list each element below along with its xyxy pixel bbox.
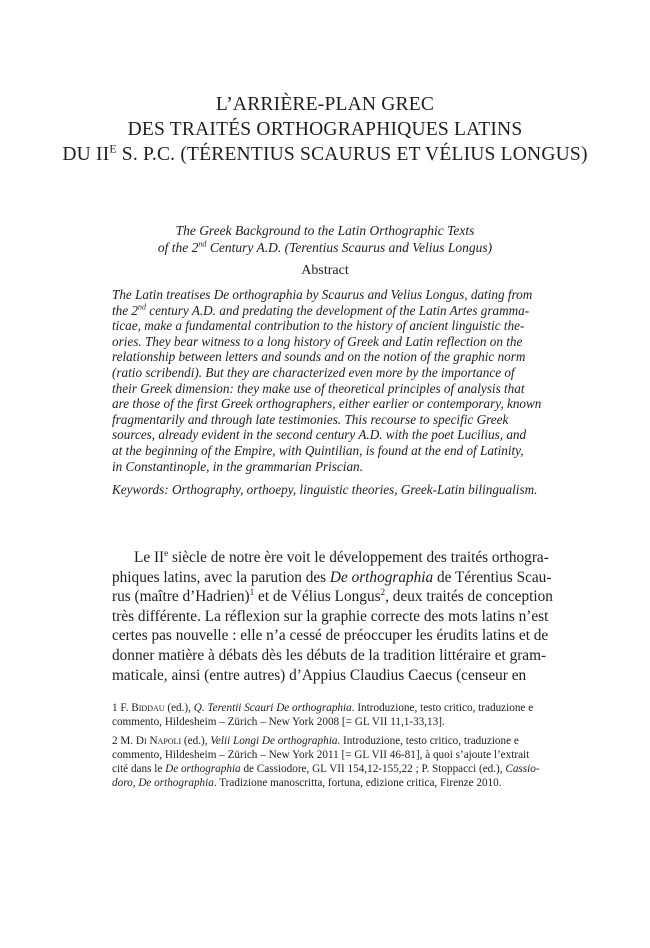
article-title xyxy=(60,92,590,167)
footnote-2: 2 M. Di Napoli (ed.), Velii Longi De orthographia. Introduzione, testo critico, traduzione e commento, Hildesheim – Zürich – New York 2011 [= GL VII 46-81], à quoi s’ajoute l’extrait cité dans le De orthographia de Cassiodore, GL VII 154,12-155,22 ; P. Stoppacci (ed.), Cassio- doro, De orthographia. Tradizione manoscritta, fortuna, edizione critica, Firenze 2010. xyxy=(112,734,540,790)
footnote-ref[interactable]: 2 xyxy=(380,587,386,598)
english-title xyxy=(90,222,560,256)
keywords: Keywords: Orthography, orthoepy, linguistic theories, Greek-Latin bilingualism. xyxy=(112,482,538,497)
subtitle-line: The Greek Background to the Latin Orthographic Texts xyxy=(175,223,475,238)
footnote-ref[interactable]: 1 xyxy=(249,587,255,598)
title-line: DU $II^E$ S. P.C. (TÉRENTIUS SCAURUS ET VÉLIUS LONGUS) xyxy=(62,142,588,165)
title-line: DES TRAITÉS ORTHOGRAPHIQUES LATINS xyxy=(127,119,523,140)
abstract-heading: Abstract xyxy=(301,263,349,278)
footnotes xyxy=(112,701,544,791)
body-paragraph: Le IIe siècle de notre ère voit le développement des traités orthogra- phiques latins, avec la parution des De orthographia de Térentius Scau- rus (maître d’Hadrien)$^1$ et de Vélius Longus$^2$, deux traités de conception très différente. La réflexion sur la graphie correcte des mots latins n’est certes pas nouvelle : elle n’a cessé de préoccuper les érudits latins et de donner matière à débats dès les débuts de la tradition littéraire et gram- maticale, ainsi (entre autres) d’Appius Claudius Caecus (censeur en xyxy=(112,547,553,684)
footnote-1: 1 F. Biddau (ed.), Q. Terentii Scauri De orthographia. Introduzione, testo critico, traduzione e commento, Hildesheim – Zürich – New York 2008 [= GL VII 11,1-33,13]. xyxy=(112,702,534,729)
subtitle-line: of the 2nd Century A.D. (Terentius Scaurus and Velius Longus) xyxy=(157,239,493,255)
title-line: L’ARRIÈRE-PLAN GREC xyxy=(215,94,435,115)
abstract-text: The Latin treatises De orthographia by Scaurus and Velius Longus, dating from the 2nd century A.D. and predating the development of the Latin Artes gramma- ticae, make a fundamental contribution to the history of ancient linguistic the- ories. They bear witness to a long history of Greek and Latin reflection on the relationship between letters and sounds and on the notion of the graphic norm (ratio scribendi). But they are characterized even more by the importance of their Greek dimension: they make use of theoretical principles of analysis that are those of the first Greek orthographers, either earlier or contemporary, known fragmentarily and through late testimonies. This recourse to specific Greek sources, already evident in the second century A.D. with the poet Lucilius, and at the beginning of the Empire, with Quintilian, is found at the end of Latinity, in Constantinople, in the grammarian Priscian. xyxy=(112,287,542,474)
